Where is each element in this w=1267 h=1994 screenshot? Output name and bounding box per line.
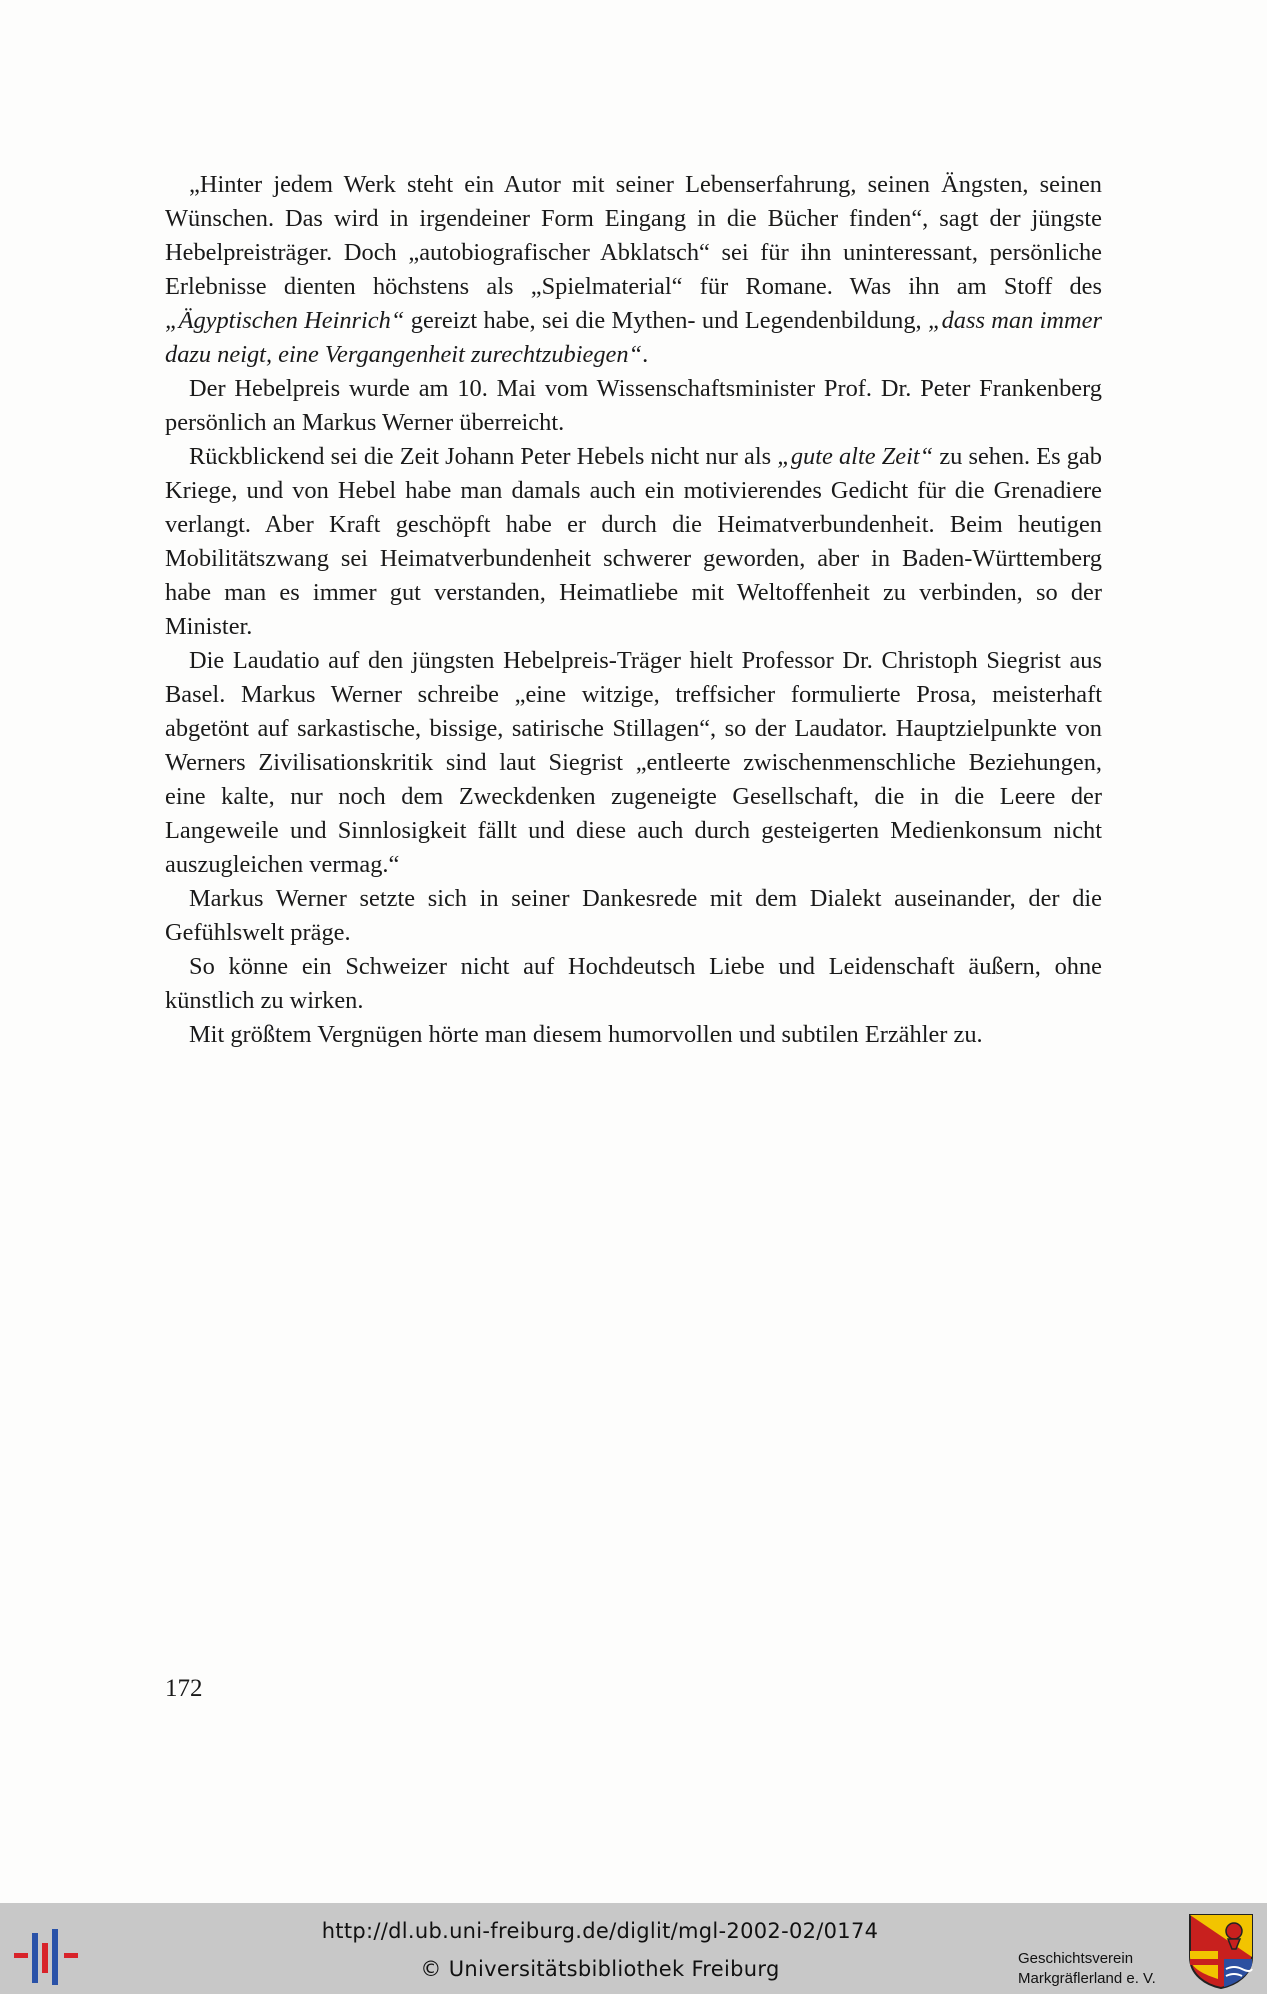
paragraph	[165, 1018, 1102, 1052]
text-run: Mit größtem Vergnügen hörte man diesem humorvollen und subtilen Erzähler zu.	[189, 1021, 983, 1048]
society-name-line1: Geschichtsverein	[1018, 1950, 1134, 1967]
copyright-notice: © Universitätsbibliothek Freiburg	[420, 1957, 780, 1981]
society-name-line2: Markgräflerland e. V.	[1018, 1970, 1156, 1987]
society-crest-icon[interactable]	[1188, 1913, 1254, 1989]
page-number: 172	[165, 1675, 203, 1702]
paragraph	[165, 950, 1102, 1018]
library-logo-icon[interactable]	[14, 1925, 78, 1987]
paragraph	[165, 440, 1102, 644]
society-name	[1018, 1949, 1156, 1989]
text-run: Die Laudatio auf den jüngsten Hebelpreis-Träger hielt Professor Dr. Christoph Siegrist aus Basel. Markus Werner schreibe „eine witzige, treffsicher formulierte Prosa, meisterhaft abgetönt auf sarkastische, bissige, satirische Stillagen“, so der Laudator. Hauptzielpunkte von Werners Zivilisationskritik sind laut Siegrist „entleerte zwischenmenschliche Beziehungen, eine kalte, nur noch dem Zweckdenken zugeneigte Gesellschaft, die in die Leere der Langeweile und Sinnlosigkeit fällt und diese auch durch gesteigerten Medienkonsum nicht auszugleichen vermag.“	[165, 647, 1102, 878]
paragraph	[165, 168, 1102, 372]
italic-quote: „dass man immer dazu neigt, eine Vergangenheit zurechtzubiegen“	[165, 307, 1102, 368]
viewer-footer	[0, 1903, 1267, 1994]
document-url-link[interactable]: http://dl.ub.uni-freiburg.de/diglit/mgl-2002-02/0174	[321, 1919, 879, 1943]
paragraph	[165, 372, 1102, 440]
text-run: Rückblickend sei die Zeit Johann Peter Hebels nicht nur als	[189, 443, 778, 470]
text-run: Markus Werner setzte sich in seiner Dankesrede mit dem Dialekt auseinander, der die Gefühlswelt präge.	[165, 885, 1102, 946]
text-run: .	[642, 341, 649, 368]
text-run: Der Hebelpreis wurde am 10. Mai vom Wissenschaftsminister Prof. Dr. Peter Frankenberg persönlich an Markus Werner überreicht.	[165, 375, 1102, 436]
text-run: „Hinter jedem Werk steht ein Autor mit seiner Lebenserfahrung, seinen Ängsten, seinen Wünschen. Das wird in irgendeiner Form Eingang in die Bücher finden“, sagt der jüngste Hebelpreisträger. Doch „autobiografischer Abklatsch“ sei für ihn uninteressant, persönliche Erlebnisse dienten höchstens als „Spielmaterial“ für Romane. Was ihn am Stoff des	[165, 171, 1102, 300]
italic-quote: „Ägyptischen Heinrich“	[165, 307, 405, 334]
text-run: So könne ein Schweizer nicht auf Hochdeutsch Liebe und Leidenschaft äußern, ohne künstlich zu wirken.	[165, 953, 1102, 1014]
paragraph	[165, 882, 1102, 950]
article-body	[165, 168, 1102, 1052]
text-run: zu sehen. Es gab Kriege, und von Hebel habe man damals auch ein motivierendes Gedicht für die Grenadiere verlangt. Aber Kraft geschöpft habe er durch die Heimatverbundenheit. Beim heutigen Mobilitätszwang sei Heimatverbundenheit schwerer geworden, aber in Baden-Württemberg habe man es immer gut verstanden, Heimatliebe mit Weltoffenheit zu verbinden, so der Minister.	[165, 443, 1102, 640]
paragraph	[165, 644, 1102, 882]
text-run: gereizt habe, sei die Mythen- und Legendenbildung,	[404, 307, 928, 334]
italic-quote: „gute alte Zeit“	[777, 443, 934, 470]
